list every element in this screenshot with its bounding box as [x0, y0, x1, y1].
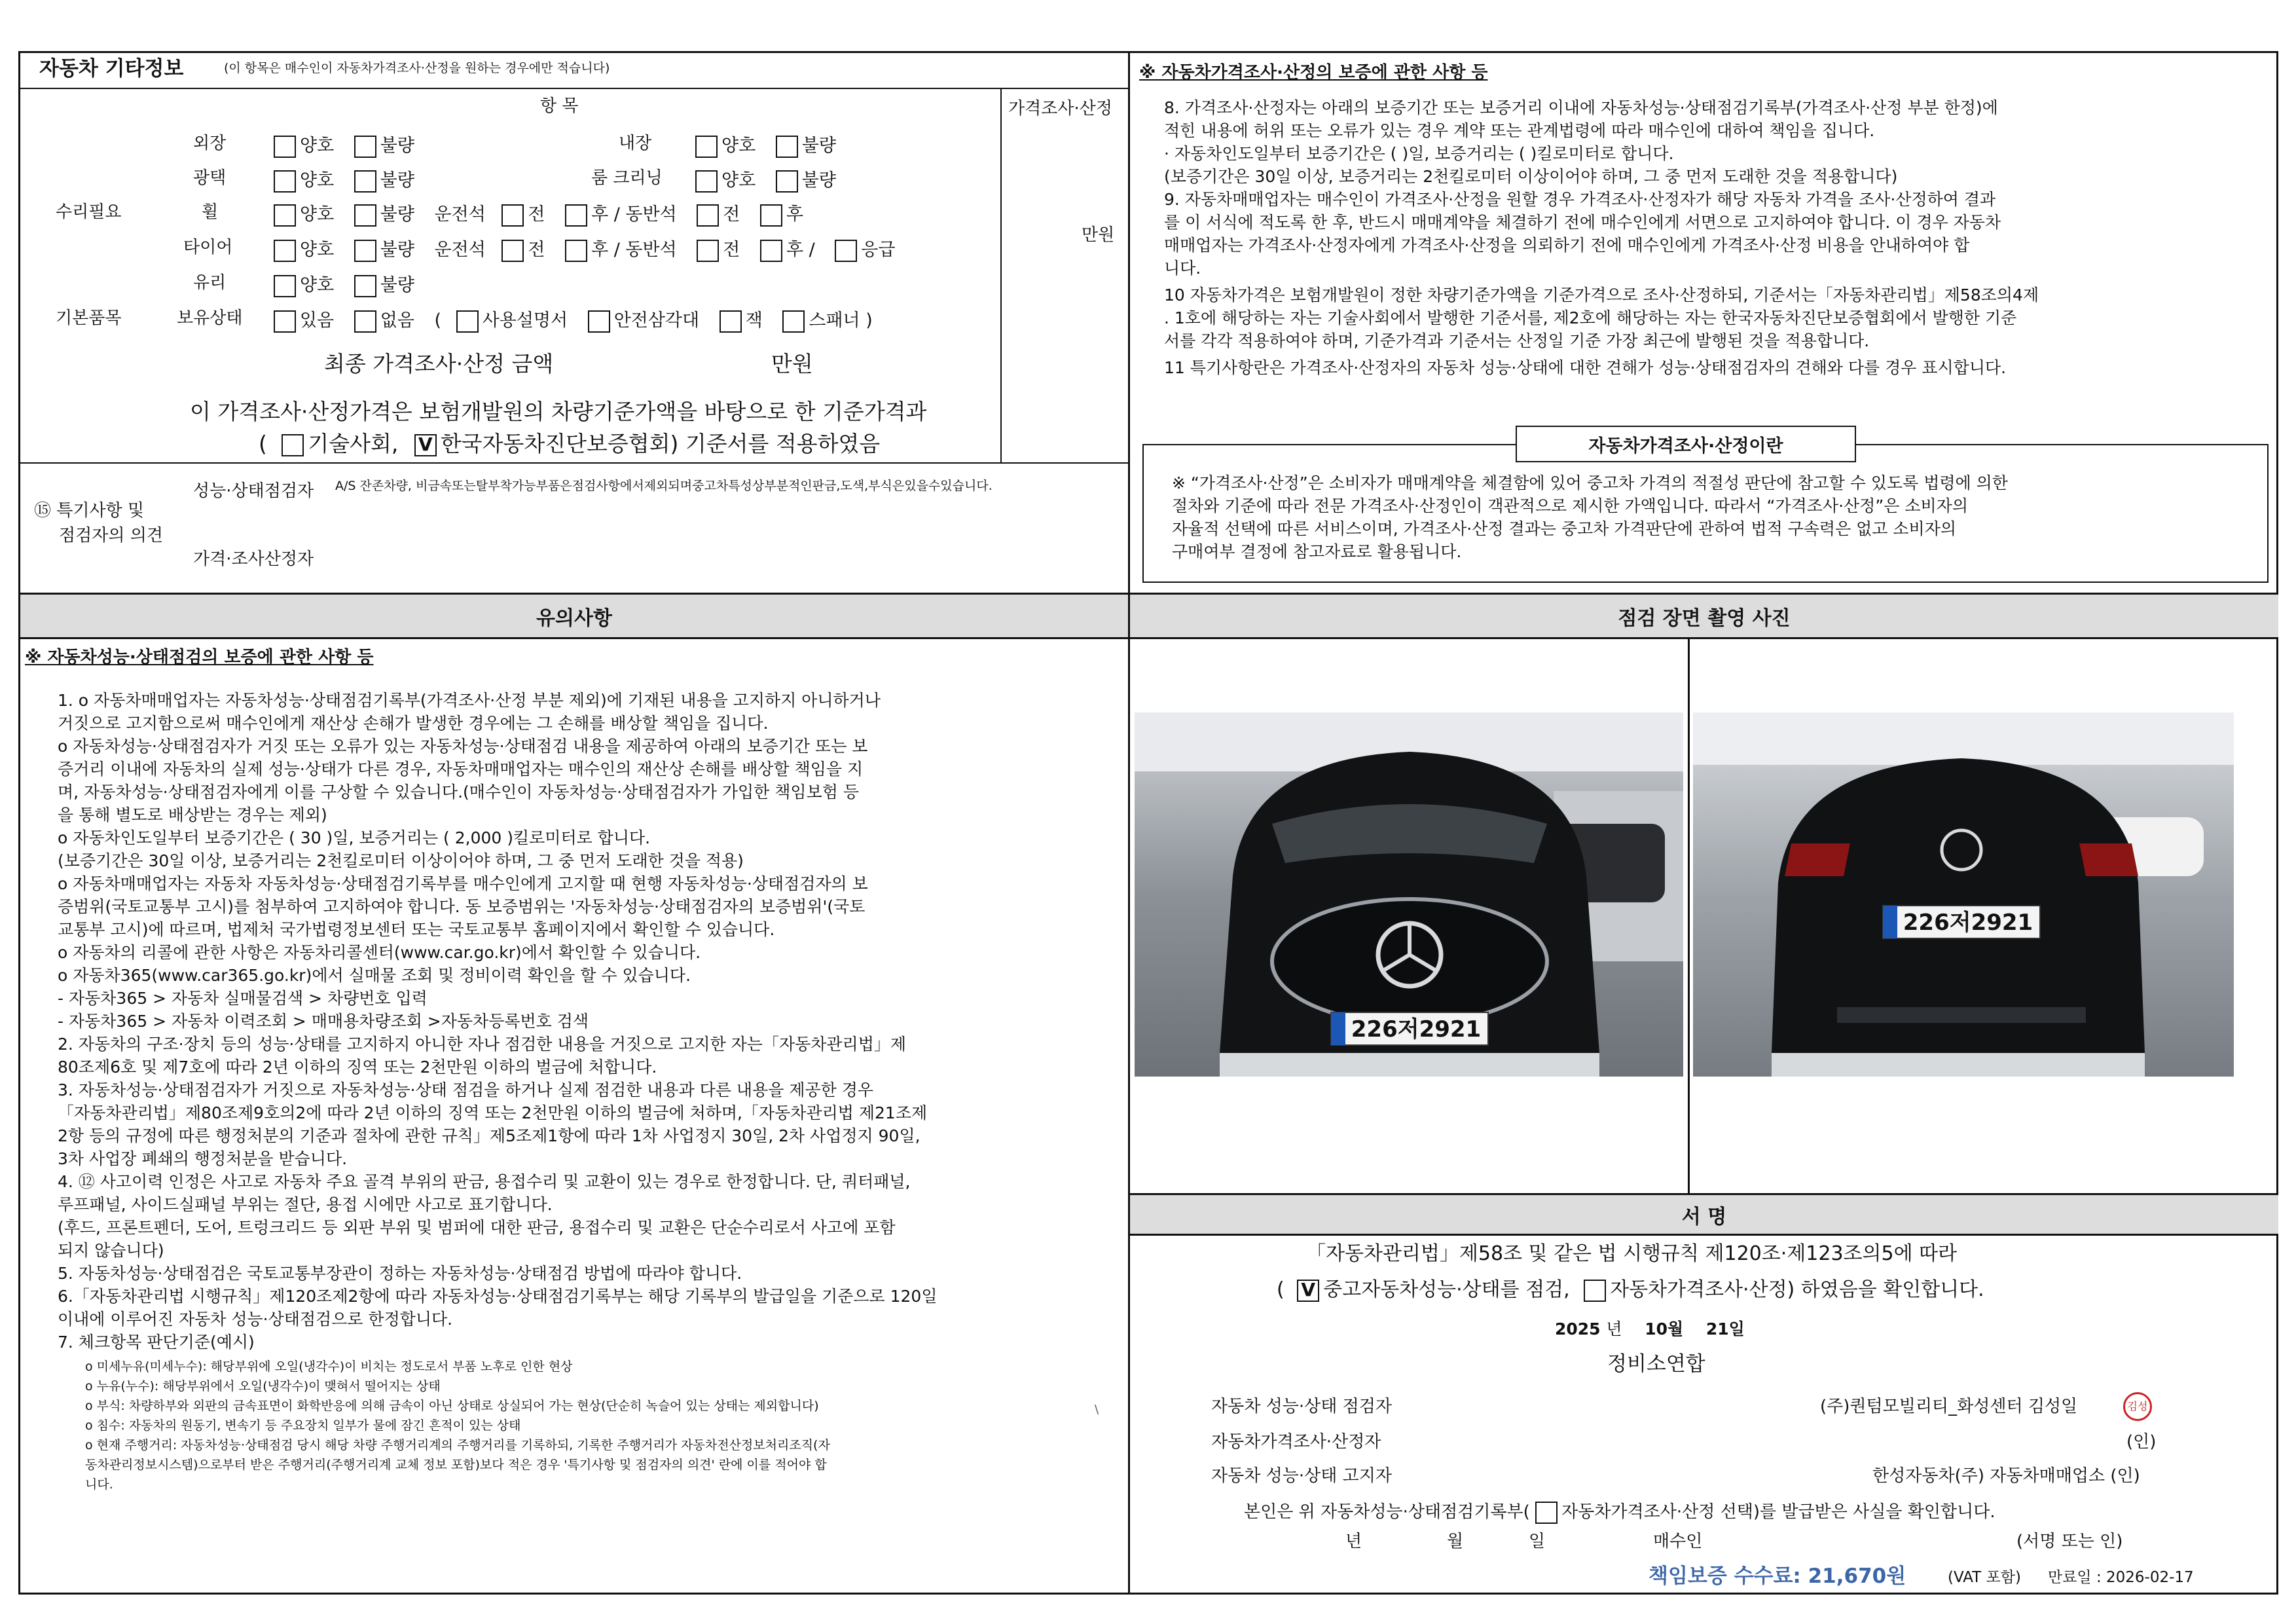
rear-plate-text: 226저2921 — [1903, 910, 2033, 936]
notes-list: 1. o 자동차매매업자는 자동차성능·상태점검기록부(가격조사·산정 부분 제외)에 기재된 내용을 고지하지 아니하거나 거짓으로 고지함으로써 매수인에게 재산상 손해가 발생한 경우에는 그 손해를 배상할 책임을 집니다. o 자동차성능·상태점검자가 거짓 또는 오류가 있는 자동차성능·상태점검 내용을 제공하여 아래의 보증기간 또는 보 증거리 이내에 자동차의 실제 성능·상태가 다른 경우, 자동차매매업자는 매수인의 재산상 손해를 배상할 책임을 지 며, 자동차성능·상태점검자에게 이를 구상할 수 있습니다.(매수인이 자동차성능·상태점검자가 가입한 책임보험 등 을 통해 별도로 배상받는 경우는 제외) o 자동차인도일부터 보증기간은 ( 30 )일, 보증거리는 ( 2,000 )킬로미터로 합니다. (보증기간은 30일 이상, 보증거리는 2천킬로미터 이상이어야 하며, 그 중 먼저 도래한 것을 적용) o 자동차매매업자는 자동차 자동차성능·상태점검기록부를 매수인에게 고지할 때 현행 자동차성능·상태점검자의 보 증범위(국토교통부 고시)를 첨부하여 고지하여야 합니다. 동 보증범위는 '자동차성능·상태점검자의 보증범위'(국토 교통부 고시)에 따르며, 법제처 국가법령정보센터 또는 국토교통부 홈페이지에서 확인할 수 있습니다. o 자동차의 리콜에 관한 사항은 자동차리콜센터(www.car.go.kr)에서 확인할 수 있습니다. o 자동차365(www.car365.go.kr)에서 실매물 조회 및 정비이력 확인을 할 수 있습니다. - 자동차365 > 자동차 실매물검색 > 차량번호 입력 - 자동차365 > 자동차 이력조회 > 매매용차량조회 >자동차등록번호 검색 2. 자동차의 구조·장치 등의 성능·상태를 고지하지 아니한 자나 점검한 내용을 거짓으로 고지한 자는「자동차관리법」제 80조제6호 및 제7호에 따라 2년 이하의 징역 또는 2천만원 이하의 벌금에 처합니다. 3. 자동차성능·상태점검자가 거짓으로 자동차성능·상태 점검을 하거나 실제 점검한 내용과 다른 내용을 제공한 경우 「자동차관리법」제80조제9호의2에 따라 2년 이하의 징역 또는 2천만원 이하의 벌금에 처하며,「자동차관리법 제21조제 2항 등의 규정에 따른 행정처분의 기준과 절차에 관한 규칙」제5조제1항에 따라 1차 사업정지 30일, 2차 사업정지 90일, 3차 사업장 폐쇄의 행정처분을 받습니다. 4. ⑫ 사고이력 인정은 사고로 자동차 주요 골격 부위의 판금, 용접수리 및 교환이 있는 경우로 한정합니다. 단, 쿼터패널, 루프패널, 사이드실패널 부위는 절단, 용접 시에만 사고로 표기합니다. (후드, 프론트펜더, 도어, 트렁크리드 등 외판 부위 및 범퍼에 대한 판금, 용접수리 및 교환은 단순수리로서 사고에 포함 되지 않습니다) 5. 자동차성능·상태점검은 국토교통부장관이 정하는 자동차성능·상태점검 방법에 따라야 합니다. 6.「자동차관리법 시행규칙」제120조제2항에 따라 자동차성능·상태점검기록부는 해당 기록부의 발급일을 기준으로 120일 이내에 이루어진 자동차 성능·상태점검으로 한정합니다. 7. 체크항목 판단기준(예시) — [58, 691, 938, 1352]
notifier-sign-value: 한성자동차(주) 자동차매매업소 (인) — [1872, 1466, 2140, 1486]
law-line: 「자동차관리법」제58조 및 같은 법 시행규칙 제120조·제123조의5에 따라 — [1306, 1242, 1958, 1265]
appraiser-sign-value: (인) — [2126, 1432, 2157, 1452]
confirm-price-checkbox[interactable] — [1584, 1280, 1606, 1302]
basis-line-1: 이 가격조사·산정가격은 보험개발원의 차량기준가액을 바탕으로 한 기준가격과 — [190, 399, 927, 424]
etc-header-line — [18, 88, 1128, 89]
special-notes-label-1: ⑮ 특기사항 및 — [34, 501, 145, 521]
buyer-date-day: 일 — [1529, 1532, 1546, 1551]
possession-options: 있음 없음 ( 사용설명서 안전삼각대 잭 스패너 ) — [274, 306, 873, 333]
appraiser-sign-label: 자동차가격조사·산정자 — [1211, 1432, 1381, 1452]
price-column-line — [1000, 89, 1002, 462]
fee-vat: (VAT 포함) — [1948, 1569, 2021, 1586]
photos-header: 점검 장면 촬영 사진 — [1130, 595, 2278, 639]
tire-bad-checkbox[interactable] — [354, 240, 376, 262]
rear-photo — [1693, 712, 2234, 1077]
row-gloss-label: 광택 — [193, 168, 227, 188]
row-wheel-label: 휠 — [202, 202, 219, 222]
confirm-performance-checkbox[interactable]: V — [1297, 1280, 1319, 1302]
tire-emergency-checkbox[interactable] — [835, 240, 857, 262]
special-top-line — [18, 462, 1128, 464]
price-warranty-list: 8. 가격조사·산정자는 아래의 보증기간 또는 보증거리 이내에 자동차성능·상태점검기록부(가격조사·산정 부분 한정)에 적힌 내용에 허위 또는 오류가 있는 경우 계약 또는 관계법령에 따라 매수인에 대하여 책임을 집니다. · 자동차인도일부터 보증기간은 ( )일, 보증거리는 ( )킬로미터로 합니다. (보증기간은 30일 이상, 보증거리는 2천킬로미터 이상이어야 하며, 그 중 먼저 도래한 것을 적용합니다) 9. 자동차매매업자는 매수인이 가격조사·산정을 원할 경우 가격조사·산정자가 해당 자동차 가격을 조사·산정하여 결과 를 이 서식에 적도록 한 후, 반드시 매매계약을 체결하기 전에 매수인에게 서면으로 고지하여야 합니다. 이 경우 자동차 매매업자는 가격조사·산정자에게 가격조사·산정을 의뢰하기 전에 매수인에게 가격조사·산정 비용을 안내하여야 합 니다. 10 자동차가격은 보험개발원이 정한 차량기준가액을 기준가격으로 조사·산정하되, 기준서는「자동차관리법」제58조의4제 . 1호에 해당하는 자는 기술사회에서 발행한 기준서를, 제2호에 해당하는 자는 한국자동차진단보증협회에서 발행한 기준 서를 각각 적용하여야 하며, 기준가격과 기준서는 산정일 기준 가장 최근에 발행된 것을 적용합니다. 11 특기사항란은 가격조사·산정자의 자동차 성능·상태에 대한 견해가 성능·상태점검자의 견해와 다를 경우 표시합니다. — [1164, 98, 2039, 377]
scan-mark: \ — [1095, 1403, 1099, 1416]
repair-label: 수리필요 — [56, 202, 122, 222]
row-glass-label: 유리 — [193, 273, 227, 293]
wheel-passenger-front-checkbox[interactable] — [697, 204, 719, 227]
interior-options: 양호 불량 — [695, 131, 836, 158]
sign-or-seal: (서명 또는 인) — [2016, 1532, 2123, 1551]
fee-expiry: 만료일 : 2026-02-17 — [2048, 1569, 2194, 1586]
gloss-good-checkbox[interactable] — [274, 170, 296, 193]
price-warranty-title: ※ 자동차가격조사·산정의 보증에 관한 사항 등 — [1139, 63, 1488, 83]
wheel-driver-front-checkbox[interactable] — [501, 204, 524, 227]
etc-info-title: 자동차 기타정보 — [39, 57, 184, 81]
final-price-label: 최종 가격조사·산정 금액 — [324, 351, 554, 377]
tire-options: 양호 불량 운전석 전 후 / 동반석 전 후 / 응급 — [274, 235, 895, 262]
receipt-price-checkbox[interactable] — [1535, 1502, 1558, 1524]
interior-bad-checkbox[interactable] — [776, 136, 798, 158]
photo-divider — [1688, 639, 1690, 1193]
row-exterior-label: 외장 — [193, 134, 227, 153]
exterior-options: 양호 불량 — [274, 131, 414, 158]
wheel-good-checkbox[interactable] — [274, 204, 296, 227]
vertical-divider — [1128, 51, 1130, 1595]
basic-items-label: 기본품목 — [56, 308, 122, 328]
gloss-options: 양호 불량 — [274, 166, 414, 193]
wheel-passenger-rear-checkbox[interactable] — [760, 204, 782, 227]
manual-checkbox[interactable] — [456, 310, 479, 333]
col-item-header: 항 목 — [540, 96, 579, 116]
basis-line-2: ( 기술사회, V 한국자동차진단보증협회) 기준서를 적용하였음 — [259, 431, 881, 456]
spanner-checkbox[interactable] — [782, 310, 805, 333]
appraiser-label: 가격·조사산정자 — [193, 549, 314, 569]
signature-header: 서 명 — [1130, 1195, 2278, 1236]
basis-tech-society-checkbox[interactable] — [282, 434, 304, 456]
tire-driver-front-checkbox[interactable] — [501, 240, 524, 262]
buyer-date-year: 년 — [1345, 1532, 1362, 1551]
room-cleaning-options: 양호 불량 — [695, 166, 836, 193]
row-interior-label: 내장 — [619, 134, 652, 153]
possession-none-checkbox[interactable] — [354, 310, 376, 333]
tire-passenger-front-checkbox[interactable] — [697, 240, 719, 262]
triangle-checkbox[interactable] — [588, 310, 610, 333]
about-title: 자동차가격조사·산정이란 — [1516, 426, 1856, 462]
wheel-options: 양호 불량 운전석 전 후 / 동반석 전 후 — [274, 200, 803, 227]
buyer-date-month: 월 — [1447, 1532, 1464, 1551]
inspector-note: A/S 잔존차량, 비금속또는탈부착가능부품은점검사항에서제외되며중고차특성상부분적인판금,도색,부식은있을수있습니다. — [335, 479, 993, 493]
row-room-cleaning-label: 룸 크리닝 — [591, 168, 663, 188]
confirm-line: ( V 중고자동차성능·상태를 점검, 자동차가격조사·산정) 하였음을 확인합니다. — [1277, 1278, 1984, 1301]
receipt-line: 본인은 위 자동차성능·상태점검기록부( 자동차가격조사·산정 선택)를 발급받은 사실을 확인합니다. — [1244, 1498, 1995, 1524]
glass-bad-checkbox[interactable] — [354, 275, 376, 297]
inspector-sign-label: 자동차 성능·상태 점검자 — [1211, 1397, 1392, 1416]
fee-label: 책임보증 수수료: 21,670원 — [1649, 1564, 1906, 1588]
basis-kaa-checkbox[interactable]: V — [414, 434, 437, 456]
glass-good-checkbox[interactable] — [274, 275, 296, 297]
inspector-label: 성능·상태점검자 — [193, 481, 314, 501]
exterior-good-checkbox[interactable] — [274, 136, 296, 158]
price-unit-manwon: 만원 — [1082, 225, 1115, 245]
sign-date: 2025 년 10월 21일 — [1555, 1320, 1745, 1338]
wheel-driver-rear-checkbox[interactable] — [565, 204, 587, 227]
row-tire-label: 타이어 — [183, 238, 233, 257]
notes-header: 유의사항 — [20, 595, 1128, 639]
possession-have-checkbox[interactable] — [274, 310, 296, 333]
tire-passenger-rear-checkbox[interactable] — [760, 240, 782, 262]
room-cleaning-bad-checkbox[interactable] — [776, 170, 798, 193]
row-possession-label: 보유상태 — [177, 308, 243, 328]
final-price-unit: 만원 — [771, 351, 813, 377]
inspector-seal: 김성 — [2123, 1392, 2152, 1421]
sign-org: 정비소연합 — [1607, 1352, 1705, 1376]
notifier-sign-label: 자동차 성능·상태 고지자 — [1211, 1466, 1392, 1486]
buyer-label: 매수인 — [1653, 1532, 1703, 1551]
front-photo — [1135, 712, 1683, 1077]
front-plate-text: 226저2921 — [1351, 1016, 1482, 1043]
interior-good-checkbox[interactable] — [695, 136, 718, 158]
notes-criteria: o 미세누유(미세누수): 해당부위에 오일(냉각수)이 비치는 정도로서 부품 노후로 인한 현상 o 누유(누수): 해당부위에서 오일(냉각수)이 맺혀서 떨어지는 상태 o 부식: 차량하부와 외판의 금속표면이 화학반응에 의해 금속이 아닌 상태로 상실되어 가는 현상(단순히 녹슬어 있는 상태는 제외합니다) o 침수: 자동차의 원동기, 변속기 등 주요장치 일부가 물에 잠긴 흔적이 있는 상태 o 현재 주행거리: 자동차성능·상태점검 당시 해당 차량 주행거리계의 주행거리를 기록하되, 기록한 주행거리가 자동차전산정보처리조직(자 동차관리정보시스템)으로부터 받은 주행거리(주행거리계 교체 정보 포함)보다 적은 경우 '특기사항 및 점검자의 의견' 란에 이를 적어야 합 니다. — [85, 1359, 830, 1492]
special-notes-label-2: 점검자의 의견 — [59, 526, 163, 545]
exterior-bad-checkbox[interactable] — [354, 136, 376, 158]
etc-info-subtitle: (이 항목은 매수인이 자동차가격조사·산정을 원하는 경우에만 적습니다) — [224, 61, 610, 75]
inspector-sign-value: (주)퀀텀모빌리티_화성센터 김성일 — [1820, 1397, 2078, 1416]
col-price-header: 가격조사·산정 — [1008, 99, 1112, 119]
about-text: ※ “가격조사·산정”은 소비자가 매매계약을 체결함에 있어 중고차 가격의 적절성 판단에 참고할 수 있도록 법령에 의한 절차와 기준에 따라 전문 가격조사·산정인이 객관적으로 제시한 가액입니다. 따라서 “가격조사·산정”은 소비자의 자율적 선택에 따른 서비스이며, 가격조사·산정 결과는 중고차 가격판단에 관하여 법적 구속력은 없고 소비자의 구매여부 결정에 참고자료로 활용됩니다. — [1172, 473, 2008, 561]
jack-checkbox[interactable] — [720, 310, 742, 333]
gloss-bad-checkbox[interactable] — [354, 170, 376, 193]
notes-warranty-title: ※ 자동차성능·상태점검의 보증에 관한 사항 등 — [25, 648, 374, 667]
tire-driver-rear-checkbox[interactable] — [565, 240, 587, 262]
tire-good-checkbox[interactable] — [274, 240, 296, 262]
room-cleaning-good-checkbox[interactable] — [695, 170, 718, 193]
glass-options: 양호 불량 — [274, 270, 414, 297]
wheel-bad-checkbox[interactable] — [354, 204, 376, 227]
